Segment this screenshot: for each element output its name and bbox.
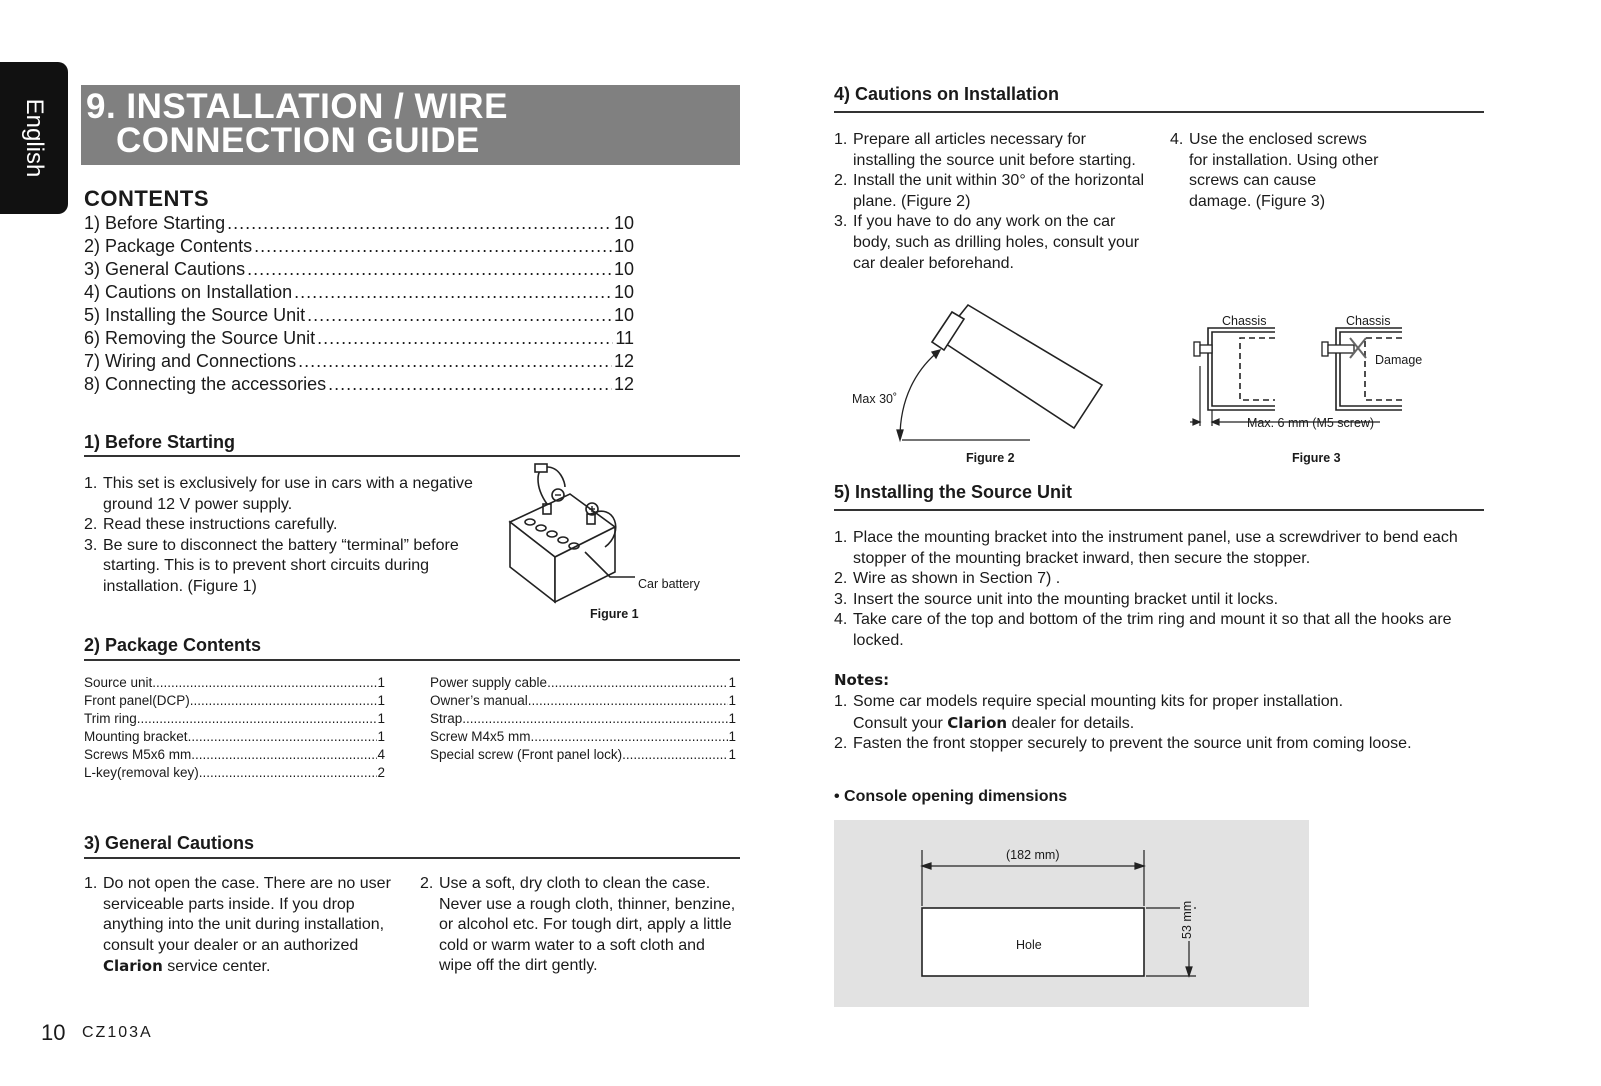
toc-page: 10 [613, 305, 634, 325]
section-divider [834, 509, 1484, 511]
list-item: 1. Prepare all articles necessary for installing the source unit before starting. [834, 131, 1136, 169]
general-cautions-item-2: 2. Use a soft, dry cloth to clean the case. Never use a rough cloth, thinner, benzine, or alcohol etc. For tough dirt, apply a little cold or warm water to a soft cloth and wipe off the dirt gently. [420, 875, 736, 975]
toc-page: 10 [613, 213, 634, 233]
language-tab-label: English [21, 98, 48, 178]
list-item: 3. If you have to do any work on the car body, such as drilling holes, consult your car dealer beforehand. [834, 213, 1140, 272]
list-item: Mounting bracket ..... 1 [84, 728, 385, 746]
toc-entry[interactable] [84, 258, 634, 281]
list-item: Strap ..... 1 [430, 710, 736, 728]
list-item: Owner’s manual ..... 1 [430, 692, 736, 710]
list-item: 3. Be sure to disconnect the battery “terminal” before starting. This is to prevent short circuits during installation. (Figure 1) [84, 536, 459, 595]
console-opening-diagram [834, 820, 1309, 1007]
toc-page: 10 [613, 259, 634, 279]
toc-entry[interactable] [84, 281, 634, 304]
list-item: Trim ring ..... 1 [84, 710, 385, 728]
toc-entry[interactable] [84, 350, 634, 373]
toc-page: 12 [613, 374, 634, 394]
brand-name: Clarion [103, 957, 163, 976]
installing-list [834, 528, 1474, 652]
before-starting-heading: 1) Before Starting [84, 432, 236, 452]
section-divider [84, 857, 740, 859]
toc-page: 10 [613, 236, 634, 256]
list-item: Screws M5x6 mm ..... 4 [84, 746, 385, 764]
toc-label: 7) Wiring and Connections [84, 351, 297, 371]
toc-label: 3) General Cautions [84, 259, 246, 279]
toc-entry[interactable] [84, 304, 634, 327]
figure-1-caption: Figure 1 [590, 607, 639, 621]
section-title-line1: 9. INSTALLATION / WIRE [86, 87, 508, 126]
toc-label: 5) Installing the Source Unit [84, 305, 306, 325]
max-angle-label: Max 30˚ [852, 392, 898, 406]
figure-3-caption: Figure 3 [1292, 451, 1341, 465]
list-item: 1. This set is exclusively for use in cars with a negative ground 12 V power supply. [84, 475, 473, 513]
section-divider [84, 659, 740, 661]
table-of-contents [84, 212, 634, 396]
toc-label: 8) Connecting the accessories [84, 374, 327, 394]
toc-page: 10 [613, 282, 634, 302]
car-battery-label: Car battery [638, 577, 700, 591]
damage-label: Damage [1375, 353, 1423, 367]
toc-page: 12 [613, 351, 634, 371]
install-angle-illustration [840, 300, 1120, 450]
installing-heading: 5) Installing the Source Unit [834, 482, 1073, 502]
list-item: Source unit ..... 1 [84, 674, 385, 692]
general-cautions-heading: 3) General Cautions [84, 833, 255, 853]
toc-label: 4) Cautions on Installation [84, 282, 293, 302]
package-list-right [430, 674, 736, 764]
max-screw-label: Max. 6 mm (M5 screw) [1247, 416, 1375, 430]
list-item: 2. Read these instructions carefully. [84, 516, 338, 534]
list-item: Front panel(DCP) ..... 1 [84, 692, 385, 710]
list-item: 1. Some car models require special mounting kits for proper installation. Consult your Clarion dealer for details. [834, 693, 1344, 732]
list-item: 1. Place the mounting bracket into the instrument panel, use a screwdriver to bend each stopper of the mounting bracket inward, then secure the stopper. [834, 529, 1458, 567]
model-name: CZ103A [82, 1024, 153, 1041]
language-tab [0, 62, 68, 214]
before-starting-list [84, 474, 494, 598]
list-item: 2. Install the unit within 30° of the horizontal plane. (Figure 2) [834, 172, 1145, 210]
section-title-line2: CONNECTION GUIDE [116, 121, 480, 160]
toc-entry[interactable] [84, 235, 634, 258]
chassis-label-2: Chassis [1346, 314, 1391, 328]
toc-label: 6) Removing the Source Unit [84, 328, 316, 348]
section-divider [84, 455, 740, 457]
console-dimensions-heading: • Console opening dimensions [834, 788, 1068, 805]
cautions-installation-list [834, 130, 1149, 274]
toc-label: 1) Before Starting [84, 213, 226, 233]
package-list-left [84, 674, 385, 782]
toc-label: 2) Package Contents [84, 236, 253, 256]
console-height-label: 53 mm [1180, 900, 1194, 939]
package-contents-heading: 2) Package Contents [84, 635, 262, 655]
list-item: L-key(removal key) ..... 2 [84, 764, 385, 782]
toc-page: 11 [615, 328, 634, 348]
contents-heading: CONTENTS [84, 186, 209, 211]
console-width-label: (182 mm) [1006, 848, 1060, 862]
toc-entry[interactable] [84, 373, 634, 396]
section-divider [834, 111, 1484, 113]
list-item: 2. Wire as shown in Section 7) . [834, 570, 1061, 588]
console-hole-label: Hole [1016, 938, 1042, 952]
toc-entry[interactable] [84, 327, 634, 350]
list-item: 2. Fasten the front stopper securely to prevent the source unit from coming loose. [834, 735, 1412, 753]
cautions-installation-item-4: 4. Use the enclosed screws for installation. Using other screws can cause damage. (Figure 3) [1170, 131, 1379, 210]
general-cautions-item-1: 1. Do not open the case. There are no user serviceable parts inside. If you drop anything into the unit during installation, consult your dealer or an authorized Clarion service center. [84, 875, 391, 976]
section-title-banner [81, 85, 740, 165]
list-item: 4. Take care of the top and bottom of the trim ring and mount it so that all the hooks are locked. [834, 611, 1452, 649]
car-battery-illustration [505, 462, 735, 612]
notes-heading: Notes: [834, 671, 890, 689]
list-item: Screw M4x5 mm ..... 1 [430, 728, 736, 746]
cautions-installation-heading: 4) Cautions on Installation [834, 84, 1060, 104]
figure-2-caption: Figure 2 [966, 451, 1015, 465]
brand-name: Clarion [947, 713, 1008, 732]
page-number: 10 [41, 1020, 66, 1045]
toc-entry[interactable] [84, 212, 634, 235]
list-item: Power supply cable ..... 1 [430, 674, 736, 692]
list-item: Special screw (Front panel lock) ..... 1 [430, 746, 736, 764]
notes-list [834, 692, 1494, 755]
chassis-label-1: Chassis [1222, 314, 1267, 328]
list-item: 3. Insert the source unit into the mounting bracket until it locks. [834, 590, 1279, 608]
